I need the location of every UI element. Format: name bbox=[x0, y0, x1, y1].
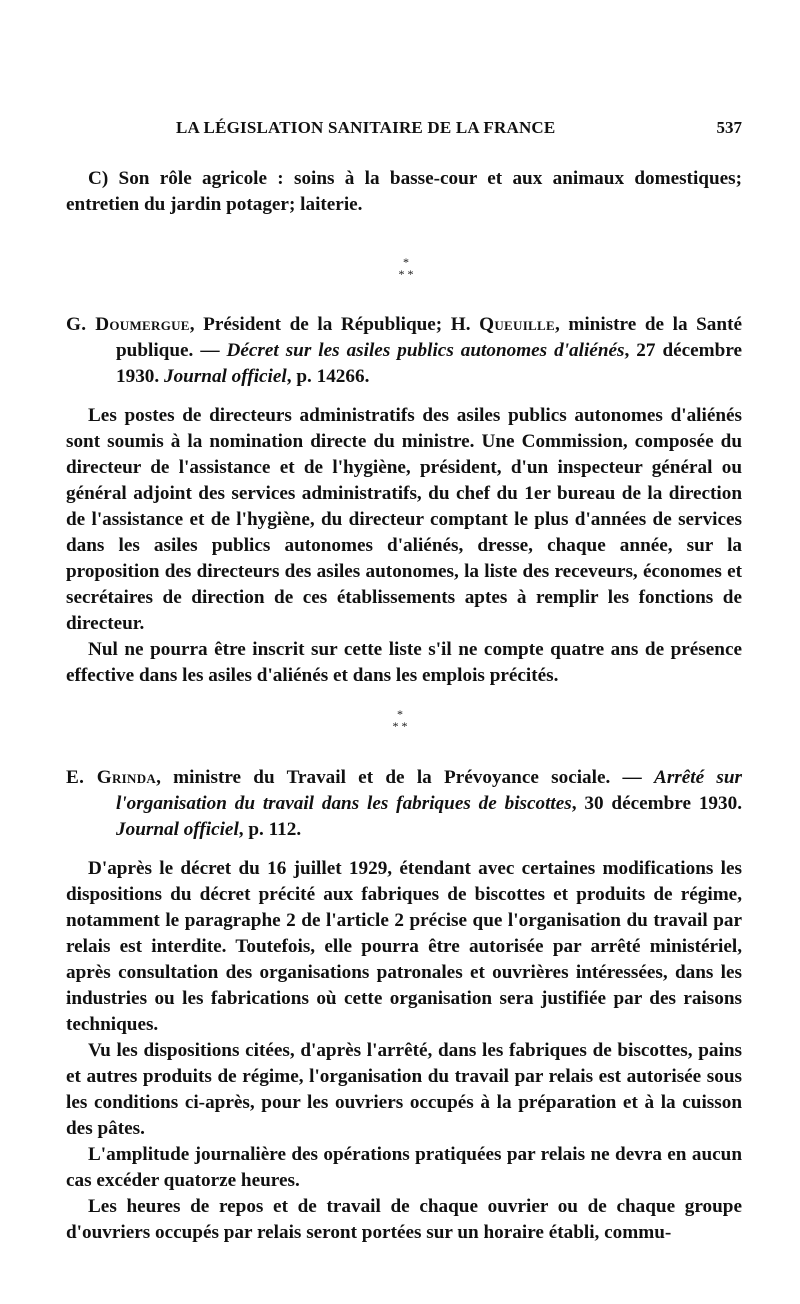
decree-2-heading bbox=[66, 765, 742, 843]
decree-1-body bbox=[66, 403, 742, 689]
decree-2-paragraph: L'amplitude journalière des opérations pratiquées par relais ne devra en aucun cas excéder quatorze heures. bbox=[66, 1144, 742, 1191]
running-title: LA LÉGISLATION SANITAIRE DE LA FRANCE bbox=[176, 118, 556, 137]
section-c bbox=[66, 166, 742, 218]
signer-1-role: , Président de la République; H. bbox=[189, 314, 480, 335]
section-c-paragraph: C) Son rôle agricole : soins à la basse-cour et aux animaux domestiques; entretien du jardin potager; laiterie. bbox=[66, 168, 742, 215]
decree-2-paragraph: Vu les dispositions citées, d'après l'arrêté, dans les fabriques de biscottes, pains et autres produits de régime, l'organisation du travail par relais est autorisée sous les conditions ci-après, pour les ouvriers occupés à la préparation et à la cuisson des pâtes. bbox=[66, 1040, 742, 1139]
decree-2-page-ref: , p. 112. bbox=[238, 819, 302, 840]
decree-1-title: Décret sur les asiles publics autonomes d'aliénés bbox=[226, 340, 625, 361]
separator-asterism-1 bbox=[386, 256, 426, 290]
separator-asterism-2 bbox=[380, 708, 420, 742]
asterism-top: * bbox=[397, 707, 403, 721]
decree-2-journal: Journal officiel bbox=[116, 819, 239, 840]
signer-doumergue: G. Doumergue bbox=[66, 314, 190, 335]
running-header bbox=[66, 118, 742, 142]
signer-role: , ministre du Travail et de la Prévoyance sociale. — bbox=[156, 767, 655, 788]
decree-2-paragraph: D'après le décret du 16 juillet 1929, étendant avec certaines modifications les dispositions du décret précité aux fabriques de biscottes et produits de régime, notamment le paragraphe 2 de l'article 2 précise que l'organisation du travail par relais est interdite. Toutefois, elle pourra être autorisée par arrêté ministériel, après consultation des organisations patronales et ouvrières intéressées, dans les industries ou les fabrications où cette organisation sera justifiée par des raisons techniques. bbox=[66, 858, 742, 1035]
signer-2-role: , ministre de la Santé publique. — bbox=[116, 314, 742, 361]
asterism-top: * bbox=[403, 255, 409, 269]
decree-1-date: , 27 décembre 1930. bbox=[116, 340, 743, 387]
decree-2-title: Arrêté sur l'organisation du travail dans les fabriques de biscottes bbox=[116, 767, 742, 814]
asterism-bottom: * * bbox=[398, 267, 414, 281]
decree-2-date: , 30 décembre 1930. bbox=[571, 793, 742, 814]
decree-1-heading bbox=[66, 312, 742, 390]
decree-1-paragraph: Les postes de directeurs administratifs des asiles publics autonomes d'aliénés sont soumis à la nomination directe du ministre. Une Commission, composée du directeur de l'assistance et de l'hygiène, président, d'un inspecteur général ou général adjoint des services administratifs, du chef du 1er bureau de la direction de l'assistance et de l'hygiène, du directeur comptant le plus d'années de services dans les asiles publics autonomes d'aliénés, dresse, chaque année, sur la proposition des directeurs des asiles autonomes, la liste des receveurs, économes et secrétaires de direction de ces établissements aptes à remplir les fonctions de directeur. bbox=[66, 405, 742, 634]
decree-2-paragraph: Les heures de repos et de travail de chaque ouvrier ou de chaque groupe d'ouvriers occupés par relais seront portées sur un horaire établi, commu- bbox=[66, 1196, 742, 1243]
page-number: 537 bbox=[716, 118, 742, 137]
decree-1-page-ref: , p. 14266. bbox=[286, 366, 370, 387]
signer-queuille: Queuille bbox=[479, 314, 555, 335]
asterism-bottom: * * bbox=[392, 719, 408, 733]
decree-1-journal: Journal officiel bbox=[163, 366, 287, 387]
signer-grinda: E. Grinda bbox=[66, 767, 157, 788]
decree-1-paragraph: Nul ne pourra être inscrit sur cette liste s'il ne compte quatre ans de présence effective dans les asiles d'aliénés et dans les emplois précités. bbox=[66, 639, 742, 686]
decree-2-body bbox=[66, 856, 742, 1246]
